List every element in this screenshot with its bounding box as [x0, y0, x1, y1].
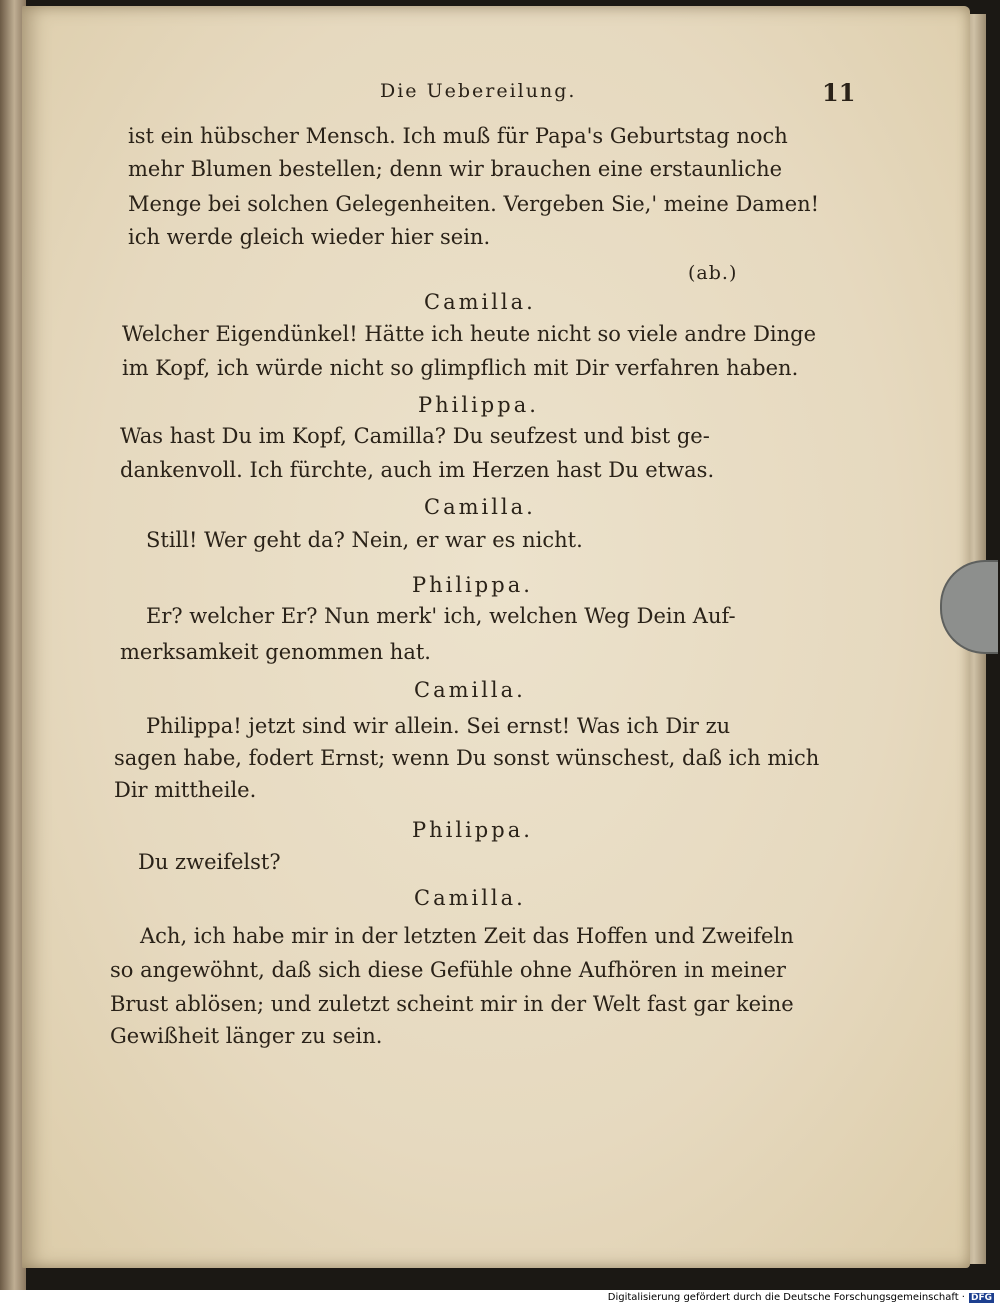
- speaker-name: Camilla.: [424, 495, 536, 519]
- text-line: Brust ablösen; und zuletzt scheint mir in der Welt fast gar keine: [110, 992, 794, 1016]
- text-line: Dir mittheile.: [114, 778, 257, 802]
- speaker-name: Philippa.: [412, 818, 533, 842]
- page-number: 11: [822, 78, 856, 107]
- text-line: Philippa! jetzt sind wir allein. Sei ernst! Was ich Dir zu: [146, 714, 731, 738]
- text-line: Still! Wer geht da? Nein, er war es nicht.: [146, 528, 583, 552]
- text-line: Du zweifelst?: [138, 850, 281, 874]
- text-line: Menge bei solchen Gelegenheiten. Vergeben Sie,' meine Damen!: [128, 192, 820, 216]
- speaker-name: Camilla.: [424, 290, 536, 314]
- speaker-name: Philippa.: [412, 573, 533, 597]
- speaker-name: Camilla.: [414, 886, 526, 910]
- text-line: dankenvoll. Ich fürchte, auch im Herzen hast Du etwas.: [120, 458, 715, 482]
- text-line: Gewißheit länger zu sein.: [110, 1024, 383, 1048]
- digitization-credit: [608, 1292, 994, 1303]
- speaker-name: Philippa.: [418, 393, 539, 417]
- text-line: so angewöhnt, daß sich diese Gefühle ohne Aufhören in meiner: [110, 958, 786, 982]
- text-line: ich werde gleich wieder hier sein.: [128, 225, 491, 249]
- text-line: im Kopf, ich würde nicht so glimpflich mit Dir verfahren haben.: [122, 356, 799, 380]
- credit-text: Digitalisierung gefördert durch die Deutsche Forschungsgemeinschaft ·: [607, 1292, 965, 1303]
- text-line: sagen habe, fodert Ernst; wenn Du sonst wünschest, daß ich mich: [114, 746, 820, 770]
- text-line: Welcher Eigendünkel! Hätte ich heute nicht so viele andre Dinge: [122, 322, 817, 346]
- stage-direction: (ab.): [688, 262, 738, 284]
- dfg-logo: DFG: [970, 1292, 992, 1303]
- running-head: Die Uebereilung.: [380, 80, 577, 102]
- text-line: merksamkeit genommen hat.: [120, 640, 431, 664]
- text-line: Ach, ich habe mir in der letzten Zeit das Hoffen und Zweifeln: [140, 924, 794, 948]
- text-line: Er? welcher Er? Nun merk' ich, welchen Weg Dein Auf-: [146, 604, 736, 628]
- text-line: ist ein hübscher Mensch. Ich muß für Papa's Geburtstag noch: [128, 124, 788, 148]
- speaker-name: Camilla.: [414, 678, 526, 702]
- text-line: Was hast Du im Kopf, Camilla? Du seufzest und bist ge-: [120, 424, 710, 448]
- text-line: mehr Blumen bestellen; denn wir brauchen eine erstaunliche: [128, 157, 783, 181]
